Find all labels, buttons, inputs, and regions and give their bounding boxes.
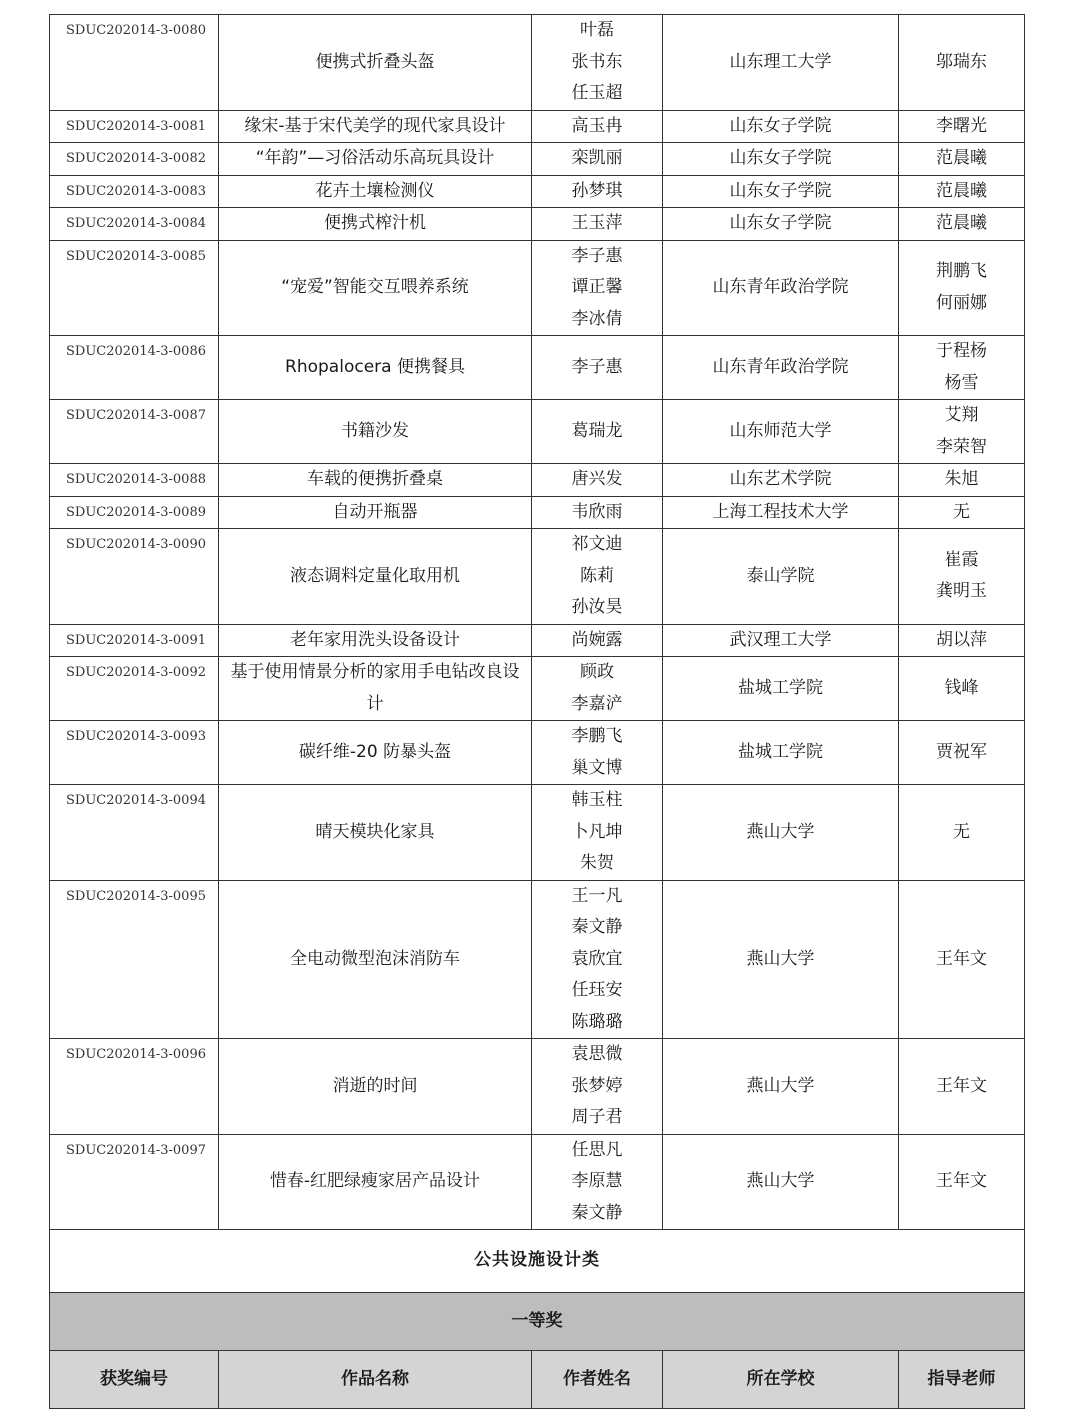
table-row — [50, 624, 1025, 657]
school-cell: 上海工程技术大学 — [663, 496, 899, 529]
advisor-cell — [899, 496, 1025, 529]
work-title: 花卉土壤检测仪 — [315, 180, 435, 201]
header-work-title: 作品名称 — [219, 1351, 532, 1409]
work-title: “宠爱”智能交互喂养系统 — [281, 277, 469, 297]
award-id-cell: SDUC202014-3-0090 — [50, 529, 219, 625]
authors-cell — [532, 110, 663, 143]
author-name: 袁欣宜 — [571, 948, 623, 969]
work-title-cell — [219, 1134, 532, 1230]
authors-cell — [532, 785, 663, 881]
author-name: 朱贺 — [580, 853, 614, 873]
work-title: 碳纤维-20 防暴头盔 — [298, 741, 452, 762]
advisor-cell — [899, 143, 1025, 176]
work-title: Rhopalocera 便携餐具 — [285, 356, 465, 377]
advisor-name: 胡以萍 — [936, 629, 987, 650]
advisor-name: 钱峰 — [944, 677, 979, 698]
table-row — [50, 240, 1025, 336]
author-name: 张梦婷 — [571, 1075, 623, 1096]
work-title: 消逝的时间 — [332, 1075, 418, 1096]
author-name: 陈莉 — [580, 565, 614, 586]
advisor-name: 范晨曦 — [936, 148, 987, 168]
header-school: 所在学校 — [663, 1351, 899, 1409]
author-name: 卜凡坤 — [571, 821, 623, 842]
advisor-name: 杨雪 — [944, 372, 979, 393]
author-name: 唐兴发 — [571, 469, 623, 489]
author-name: 祁文迪 — [571, 534, 623, 554]
award-level-row — [50, 1293, 1025, 1351]
work-title-cell — [219, 529, 532, 625]
authors-cell — [532, 1039, 663, 1135]
author-name: 任思凡 — [571, 1139, 623, 1160]
work-title-cell — [219, 657, 532, 721]
work-title-cell — [219, 110, 532, 143]
advisor-name: 王年文 — [936, 1075, 987, 1096]
table-row — [50, 1039, 1025, 1135]
award-id-cell: SDUC202014-3-0091 — [50, 624, 219, 657]
author-name: 葛瑞龙 — [571, 420, 623, 441]
advisor-cell — [899, 785, 1025, 881]
authors-cell — [532, 1134, 663, 1230]
author-name: 袁思微 — [571, 1044, 623, 1064]
authors-cell — [532, 15, 663, 111]
awards-table-body — [50, 15, 1025, 1230]
advisor-name: 龚明玉 — [936, 581, 987, 602]
author-name: 任珏安 — [571, 980, 623, 1000]
school-cell: 山东师范大学 — [663, 400, 899, 464]
author-name: 孙梦琪 — [571, 180, 623, 201]
advisor-name: 邬瑞东 — [936, 51, 987, 72]
work-title: 晴天模块化家具 — [315, 821, 435, 842]
work-title-cell — [219, 624, 532, 657]
table-row — [50, 208, 1025, 241]
section-title: 公共设施设计类 — [50, 1230, 1025, 1293]
advisor-name: 李曙光 — [936, 115, 987, 136]
advisor-cell — [899, 464, 1025, 497]
award-id-cell: SDUC202014-3-0082 — [50, 143, 219, 176]
advisor-name: 王年文 — [936, 1171, 987, 1191]
author-name: 高玉冉 — [571, 115, 623, 136]
advisor-name: 于程杨 — [936, 341, 987, 361]
advisor-name: 无 — [953, 501, 970, 522]
advisor-name: 艾翔 — [944, 405, 979, 425]
school-cell: 山东理工大学 — [663, 15, 899, 111]
author-name: 周子君 — [571, 1107, 623, 1127]
work-title-cell — [219, 143, 532, 176]
work-title: 全电动微型泡沫消防车 — [290, 948, 460, 969]
award-id-cell: SDUC202014-3-0080 — [50, 15, 219, 111]
school-cell: 燕山大学 — [663, 785, 899, 881]
table-row — [50, 721, 1025, 785]
school-cell: 山东青年政治学院 — [663, 240, 899, 336]
work-title-cell — [219, 336, 532, 400]
author-name: 秦文静 — [571, 1202, 623, 1223]
advisor-name: 何丽娜 — [936, 292, 987, 313]
work-title-cell — [219, 240, 532, 336]
school-cell: 山东艺术学院 — [663, 464, 899, 497]
author-name: 叶磊 — [580, 20, 614, 40]
section-title-row — [50, 1230, 1025, 1293]
work-title-cell — [219, 880, 532, 1039]
advisor-name: 荆鹏飞 — [936, 261, 987, 282]
advisor-cell — [899, 208, 1025, 241]
advisor-name: 李荣智 — [936, 436, 987, 457]
award-id-cell: SDUC202014-3-0094 — [50, 785, 219, 881]
award-id-cell: SDUC202014-3-0086 — [50, 336, 219, 400]
work-title-cell — [219, 15, 532, 111]
advisor-cell — [899, 880, 1025, 1039]
school-cell: 燕山大学 — [663, 1039, 899, 1135]
advisor-name: 朱旭 — [944, 469, 979, 489]
award-id-cell: SDUC202014-3-0093 — [50, 721, 219, 785]
school-cell: 泰山学院 — [663, 529, 899, 625]
authors-cell — [532, 400, 663, 464]
author-name: 韩玉柱 — [571, 790, 623, 810]
work-title: 自动开瓶器 — [332, 501, 418, 522]
advisor-name: 王年文 — [936, 948, 987, 969]
authors-cell — [532, 208, 663, 241]
award-level-label: 一等奖 — [50, 1293, 1025, 1351]
advisor-cell — [899, 175, 1025, 208]
table-row — [50, 880, 1025, 1039]
author-name: 顾政 — [580, 662, 614, 682]
author-name: 王一凡 — [571, 885, 623, 906]
author-name: 李嘉浐 — [571, 693, 623, 714]
work-title: 书籍沙发 — [341, 420, 409, 441]
work-title-cell — [219, 208, 532, 241]
author-name: 陈璐璐 — [571, 1011, 623, 1032]
award-id-cell: SDUC202014-3-0096 — [50, 1039, 219, 1135]
author-name: 韦欣雨 — [571, 501, 623, 522]
table-row — [50, 143, 1025, 176]
work-title-cell — [219, 496, 532, 529]
authors-cell — [532, 240, 663, 336]
table-row — [50, 400, 1025, 464]
work-title-cell — [219, 464, 532, 497]
table-row — [50, 175, 1025, 208]
award-id-cell: SDUC202014-3-0083 — [50, 175, 219, 208]
advisor-cell — [899, 336, 1025, 400]
award-id-cell: SDUC202014-3-0087 — [50, 400, 219, 464]
advisor-name: 范晨曦 — [936, 213, 987, 233]
authors-cell — [532, 143, 663, 176]
table-row — [50, 110, 1025, 143]
school-cell: 燕山大学 — [663, 1134, 899, 1230]
header-advisor: 指导老师 — [899, 1351, 1025, 1409]
author-name: 李鹏飞 — [571, 726, 623, 746]
author-name: 巢文博 — [571, 757, 623, 778]
award-id-cell: SDUC202014-3-0089 — [50, 496, 219, 529]
advisor-cell — [899, 529, 1025, 625]
author-name: 任玉超 — [571, 83, 623, 103]
table-row — [50, 785, 1025, 881]
advisor-name: 贾祝军 — [936, 741, 987, 762]
school-cell: 山东女子学院 — [663, 110, 899, 143]
school-cell: 武汉理工大学 — [663, 624, 899, 657]
header-award-id: 获奖编号 — [50, 1351, 219, 1409]
work-title-cell — [219, 721, 532, 785]
awards-table — [49, 14, 1025, 1409]
advisor-name: 范晨曦 — [936, 180, 987, 201]
work-title: 惜春-红肥绿瘦家居产品设计 — [269, 1171, 481, 1191]
column-header-row — [50, 1351, 1025, 1409]
author-name: 谭正馨 — [571, 277, 623, 297]
table-row — [50, 657, 1025, 721]
authors-cell — [532, 496, 663, 529]
authors-cell — [532, 721, 663, 785]
table-row — [50, 464, 1025, 497]
award-id-cell: SDUC202014-3-0085 — [50, 240, 219, 336]
author-name: 秦文静 — [571, 917, 623, 937]
work-title: 车载的便携折叠桌 — [307, 469, 443, 489]
work-title: “年韵”—习俗活动乐高玩具设计 — [255, 148, 495, 168]
table-row — [50, 15, 1025, 111]
work-title-cell — [219, 175, 532, 208]
advisor-name: 崔霞 — [944, 549, 979, 570]
award-id-cell: SDUC202014-3-0088 — [50, 464, 219, 497]
advisor-cell — [899, 1039, 1025, 1135]
table-row — [50, 529, 1025, 625]
work-title-cell — [219, 785, 532, 881]
school-cell: 盐城工学院 — [663, 657, 899, 721]
authors-cell — [532, 880, 663, 1039]
award-id-cell: SDUC202014-3-0081 — [50, 110, 219, 143]
school-cell: 山东女子学院 — [663, 143, 899, 176]
authors-cell — [532, 336, 663, 400]
work-title: 老年家用洗头设备设计 — [290, 629, 460, 650]
school-cell: 盐城工学院 — [663, 721, 899, 785]
author-name: 栾凯丽 — [571, 148, 623, 168]
work-title: 液态调料定量化取用机 — [290, 565, 460, 586]
work-title: 便携式折叠头盔 — [315, 51, 435, 72]
advisor-name: 无 — [953, 821, 970, 842]
work-title: 基于使用情景分析的家用手电钻改良设计 — [230, 662, 520, 714]
author-name: 李冰倩 — [571, 308, 623, 329]
advisor-cell — [899, 15, 1025, 111]
table-row — [50, 336, 1025, 400]
table-row — [50, 496, 1025, 529]
author-name: 张书东 — [571, 51, 623, 72]
table-row — [50, 1134, 1025, 1230]
author-name: 李子惠 — [571, 245, 623, 266]
author-name: 李原慧 — [571, 1171, 623, 1191]
school-cell: 山东青年政治学院 — [663, 336, 899, 400]
award-id-cell: SDUC202014-3-0084 — [50, 208, 219, 241]
author-name: 王玉萍 — [571, 213, 623, 233]
authors-cell — [532, 657, 663, 721]
authors-cell — [532, 529, 663, 625]
work-title: 缘宋-基于宋代美学的现代家具设计 — [244, 115, 506, 136]
authors-cell — [532, 624, 663, 657]
award-id-cell: SDUC202014-3-0095 — [50, 880, 219, 1039]
authors-cell — [532, 464, 663, 497]
advisor-cell — [899, 624, 1025, 657]
work-title-cell — [219, 400, 532, 464]
school-cell: 山东女子学院 — [663, 208, 899, 241]
authors-cell — [532, 175, 663, 208]
school-cell: 燕山大学 — [663, 880, 899, 1039]
advisor-cell — [899, 657, 1025, 721]
advisor-cell — [899, 240, 1025, 336]
header-authors: 作者姓名 — [532, 1351, 663, 1409]
school-cell: 山东女子学院 — [663, 175, 899, 208]
advisor-cell — [899, 400, 1025, 464]
advisor-cell — [899, 721, 1025, 785]
advisor-cell — [899, 110, 1025, 143]
author-name: 孙汝昊 — [571, 597, 623, 617]
work-title-cell — [219, 1039, 532, 1135]
work-title: 便携式榨汁机 — [324, 213, 426, 233]
author-name: 李子惠 — [571, 356, 623, 377]
advisor-cell — [899, 1134, 1025, 1230]
award-id-cell: SDUC202014-3-0097 — [50, 1134, 219, 1230]
author-name: 尚婉露 — [571, 629, 623, 650]
award-id-cell: SDUC202014-3-0092 — [50, 657, 219, 721]
